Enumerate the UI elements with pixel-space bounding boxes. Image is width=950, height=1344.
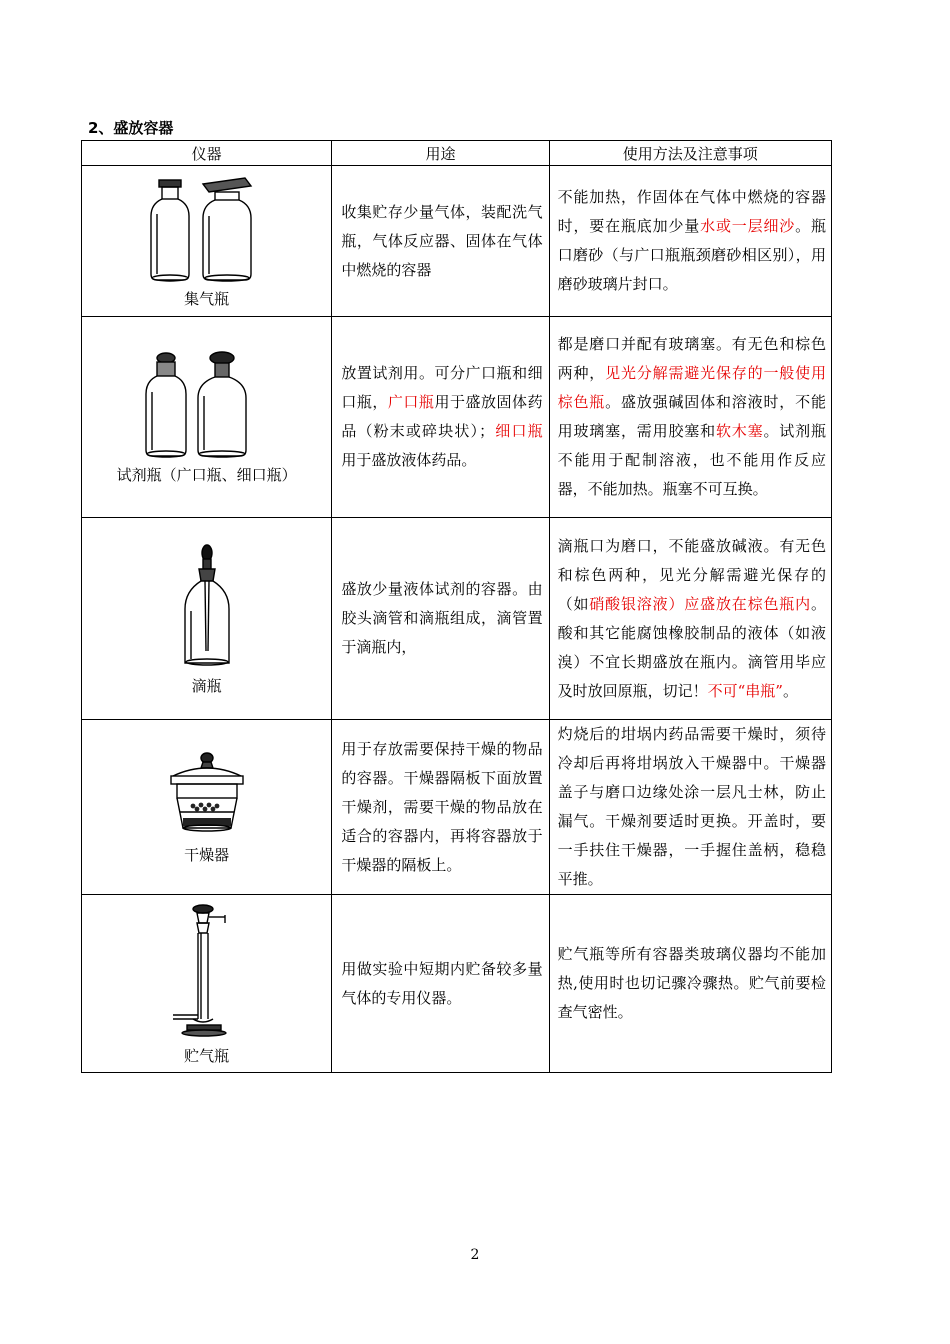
use-cell: 用做实验中短期内贮备较多量气体的专用仪器。 (332, 895, 549, 1073)
notes-cell (549, 895, 831, 1073)
note-text: 。 (782, 681, 798, 700)
header-instrument: 仪器 (82, 141, 332, 166)
note-text: 。盛放强碱固体和溶液时，不能用玻璃塞，需用胶塞和 (557, 393, 826, 440)
note-text: 滴瓶口为磨口，不能盛放碱液。有无色和棕色两种，见光分解需避光保存的（如 (557, 536, 826, 613)
gas-bottle-icon (147, 174, 267, 284)
note-highlight: 硝酸银溶液）应盛放在棕色瓶内 (589, 594, 811, 613)
desiccator-icon (167, 750, 247, 840)
instrument-name: 集气瓶 (184, 289, 230, 308)
table-row (82, 720, 832, 895)
notes-cell (549, 317, 831, 518)
note-highlight: 软木塞 (715, 422, 764, 440)
instrument-cell (82, 317, 332, 518)
notes-cell (549, 518, 831, 720)
use-highlight: 广口瓶 (387, 393, 435, 411)
instrument-cell (82, 895, 332, 1073)
use-text: 放置试剂用。可分广口瓶和细口瓶， (341, 364, 543, 411)
use-cell (332, 317, 549, 518)
instrument-cell (82, 166, 332, 317)
table-row (82, 317, 832, 518)
header-use: 用途 (332, 141, 549, 166)
page-number: 2 (470, 1247, 480, 1263)
note-text: 。酸和其它能腐蚀橡胶制品的液体（如液溴）不宜长期盛放在瓶内。滴管用毕应及时放回原瓶，切记！ (557, 594, 826, 700)
note-highlight: 见光分解需避光保存的一般使用棕色瓶 (557, 364, 826, 411)
instrument-name: 贮气瓶 (184, 1047, 230, 1065)
gas-storage-bottle-icon (167, 901, 247, 1041)
instrument-name: 干燥器 (184, 845, 230, 864)
instrument-cell (82, 720, 332, 895)
notes-cell (549, 720, 831, 895)
note-text: 。瓶口磨砂（与广口瓶瓶颈磨砂相区别），用磨砂玻璃片封口。 (557, 217, 826, 293)
note-text: 灼烧后的坩埚内药品需要干燥时，须待冷却后再将坩埚放入干燥器中。干燥器盖子与磨口边缘处涂一层凡士林，防止漏气。干燥剂要适时更换。开盖时，要一手扶住干燥器，一手握住盖柄，稳稳平推。 (557, 725, 826, 888)
instrument-cell (82, 518, 332, 720)
note-highlight: 水或一层细沙 (700, 217, 796, 235)
instrument-name: 滴瓶 (191, 677, 222, 695)
table-row (82, 895, 832, 1073)
table-header-row (82, 141, 832, 166)
use-text: 用于盛放液体药品。 (341, 451, 477, 469)
use-cell: 盛放少量液体试剂的容器。由胶头滴管和滴瓶组成，滴管置于滴瓶内， (332, 518, 549, 720)
table-row (82, 518, 832, 720)
use-cell: 收集贮存少量气体，装配洗气瓶，气体反应器、固体在气体中燃烧的容器 (332, 166, 549, 317)
container-table (81, 140, 832, 1073)
note-text: 都是磨口并配有玻璃塞。有无色和棕色两种， (557, 335, 826, 382)
header-notes: 使用方法及注意事项 (549, 141, 831, 166)
note-text: 。试剂瓶不能用于配制溶液，也不能用作反应器，不能加热。瓶塞不可互换。 (557, 422, 826, 498)
use-highlight: 细口瓶 (494, 422, 543, 440)
notes-cell (549, 166, 831, 317)
note-highlight: 不可“串瓶” (707, 681, 783, 700)
instrument-name: 试剂瓶（广口瓶、细口瓶） (116, 465, 297, 484)
table-row (82, 166, 832, 317)
note-text: 不能加热，作固体在气体中燃烧的容器时，要在瓶底加少量 (557, 188, 826, 235)
section-title: 2、盛放容器 (88, 119, 174, 137)
use-text: 用于盛放固体药品（粉末或碎块状）； (341, 393, 543, 440)
note-text: 贮气瓶等所有容器类玻璃仪器均不能加热,使用时也切记骤冷骤热。贮气前要检查气密性。 (557, 945, 826, 1021)
reagent-bottle-icon (142, 350, 272, 460)
use-cell: 用于存放需要保持干燥的物品的容器。干燥器隔板下面放置干燥剂，需要干燥的物品放在适合的容器内，再将容器放于干燥器的隔板上。 (332, 720, 549, 895)
dropping-bottle-icon (177, 541, 237, 671)
